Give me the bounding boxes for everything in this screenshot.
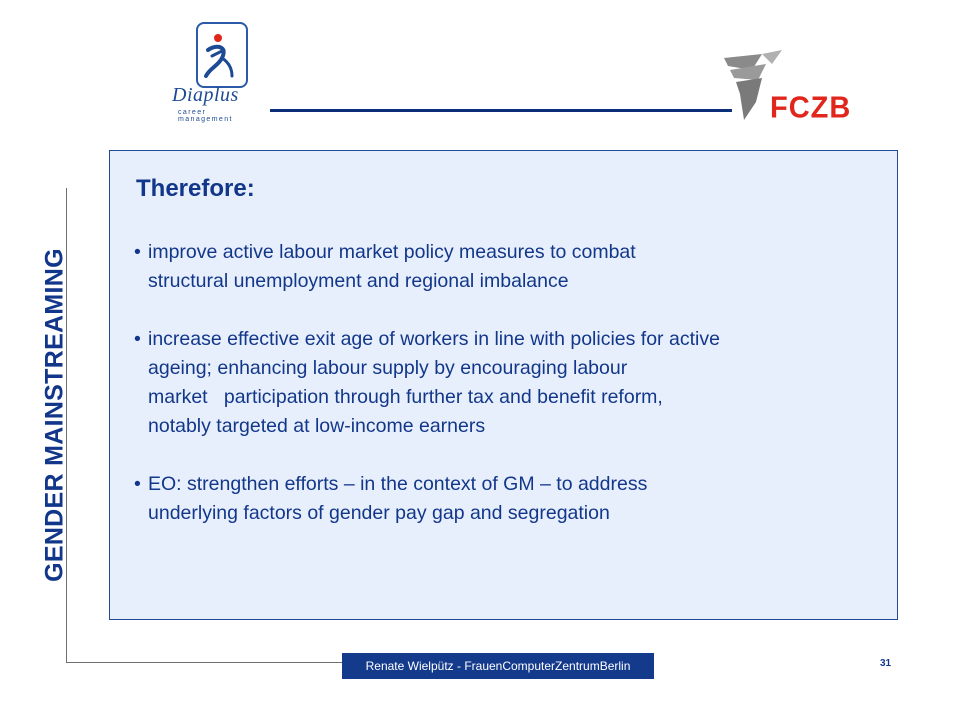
bullet-icon: • bbox=[134, 241, 141, 263]
bullet-icon: • bbox=[134, 473, 141, 495]
diaplus-figure-icon bbox=[198, 28, 242, 84]
bullet-line: increase effective exit age of workers in line with policies for active bbox=[148, 328, 720, 350]
bullet-line: EO: strengthen efforts – in the context of GM – to address bbox=[148, 473, 648, 495]
bullet-line: structural unemployment and regional imbalance bbox=[148, 270, 569, 292]
bottom-horizontal-rule bbox=[66, 662, 344, 663]
fczb-logo bbox=[722, 50, 852, 126]
page-number: 31 bbox=[880, 658, 892, 669]
bullet-line: improve active labour market policy measures to combat bbox=[148, 241, 636, 263]
bullet-line: underlying factors of gender pay gap and segregation bbox=[148, 502, 610, 524]
footer-author-bar: Renate Wielpütz - FrauenComputerZentrumBerlin bbox=[342, 653, 654, 679]
diaplus-logo bbox=[172, 22, 264, 122]
bullet-item bbox=[132, 325, 882, 441]
bullet-list bbox=[132, 238, 882, 528]
fczb-wordmark: FCZB bbox=[770, 91, 852, 125]
content-box bbox=[109, 150, 898, 620]
header-divider bbox=[270, 109, 732, 112]
diaplus-wordmark: Diaplus bbox=[172, 84, 239, 106]
bullet-item bbox=[132, 238, 882, 296]
bullet-icon: • bbox=[134, 328, 141, 350]
bullet-line: ageing; enhancing labour supply by encouraging labour bbox=[148, 357, 628, 379]
bullet-line: notably targeted at low-income earners bbox=[148, 415, 486, 437]
bullet-item bbox=[132, 470, 882, 528]
diaplus-tagline: career management bbox=[178, 109, 233, 123]
section-vertical-title: GENDER MAINSTREAMING bbox=[40, 248, 69, 582]
content-heading: Therefore: bbox=[136, 175, 255, 202]
bullet-line: market participation through further tax and benefit reform, bbox=[148, 386, 663, 408]
